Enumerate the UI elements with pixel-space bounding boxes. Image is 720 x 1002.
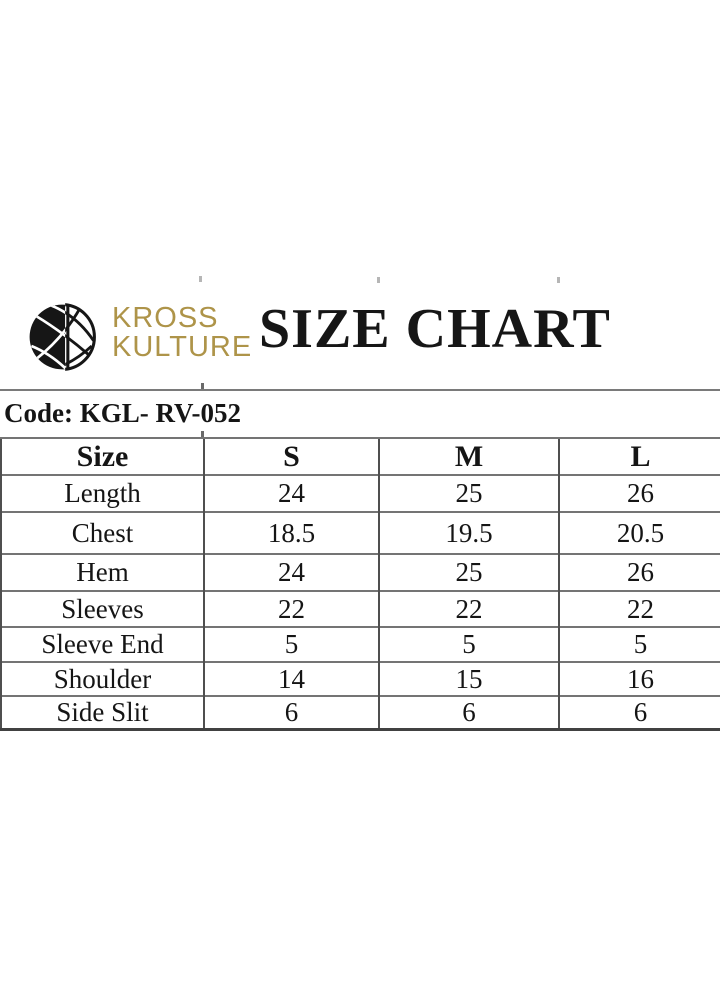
- measurement-label-cell: Chest: [1, 512, 204, 554]
- size-value-cell: 26: [559, 554, 720, 591]
- size-value-cell: 6: [204, 696, 379, 730]
- size-value-cell: 18.5: [204, 512, 379, 554]
- measurement-label-cell: Side Slit: [1, 696, 204, 730]
- measurement-label-cell: Shoulder: [1, 662, 204, 696]
- measurement-label-cell: Sleeve End: [1, 627, 204, 662]
- size-value-cell: 22: [559, 591, 720, 627]
- size-value-cell: 24: [204, 475, 379, 512]
- size-table-header: [1, 438, 720, 475]
- size-value-cell: 25: [379, 554, 559, 591]
- size-value-cell: 6: [379, 696, 559, 730]
- border-artifact-tick: [377, 277, 380, 283]
- kross-kulture-logo: [26, 301, 98, 373]
- table-row: [1, 475, 720, 512]
- size-value-cell: 20.5: [559, 512, 720, 554]
- measurement-label-cell: Hem: [1, 554, 204, 591]
- header-cell-s: S: [204, 438, 379, 475]
- size-value-cell: 22: [379, 591, 559, 627]
- brand-wordmark-line1: KROSS: [112, 302, 219, 334]
- size-chart-table: [0, 437, 720, 731]
- globe-cross-logo-icon: [26, 301, 98, 373]
- header-row: [1, 438, 720, 475]
- header-cell-m: M: [379, 438, 559, 475]
- border-artifact-tick: [201, 383, 204, 389]
- brand-wordmark-line2: KULTURE: [112, 331, 253, 363]
- size-value-cell: 26: [559, 475, 720, 512]
- size-value-cell: 19.5: [379, 512, 559, 554]
- table-row: [1, 512, 720, 554]
- border-artifact-tick: [557, 277, 560, 283]
- size-value-cell: 5: [559, 627, 720, 662]
- size-table-body: [1, 475, 720, 730]
- measurement-label-cell: Sleeves: [1, 591, 204, 627]
- table-row: [1, 662, 720, 696]
- table-row: [1, 696, 720, 730]
- border-artifact-tick: [199, 276, 202, 282]
- size-value-cell: 22: [204, 591, 379, 627]
- header-cell-size: Size: [1, 438, 204, 475]
- size-value-cell: 15: [379, 662, 559, 696]
- header-cell-l: L: [559, 438, 720, 475]
- brand-wordmark: [112, 304, 252, 362]
- page-title: SIZE CHART: [259, 298, 611, 360]
- size-value-cell: 16: [559, 662, 720, 696]
- size-value-cell: 6: [559, 696, 720, 730]
- size-value-cell: 25: [379, 475, 559, 512]
- table-row: [1, 627, 720, 662]
- measurement-label-cell: Length: [1, 475, 204, 512]
- size-value-cell: 14: [204, 662, 379, 696]
- product-code: Code: KGL- RV-052: [4, 398, 242, 428]
- table-row: [1, 591, 720, 627]
- table-row: [1, 554, 720, 591]
- size-value-cell: 5: [204, 627, 379, 662]
- size-value-cell: 5: [379, 627, 559, 662]
- size-value-cell: 24: [204, 554, 379, 591]
